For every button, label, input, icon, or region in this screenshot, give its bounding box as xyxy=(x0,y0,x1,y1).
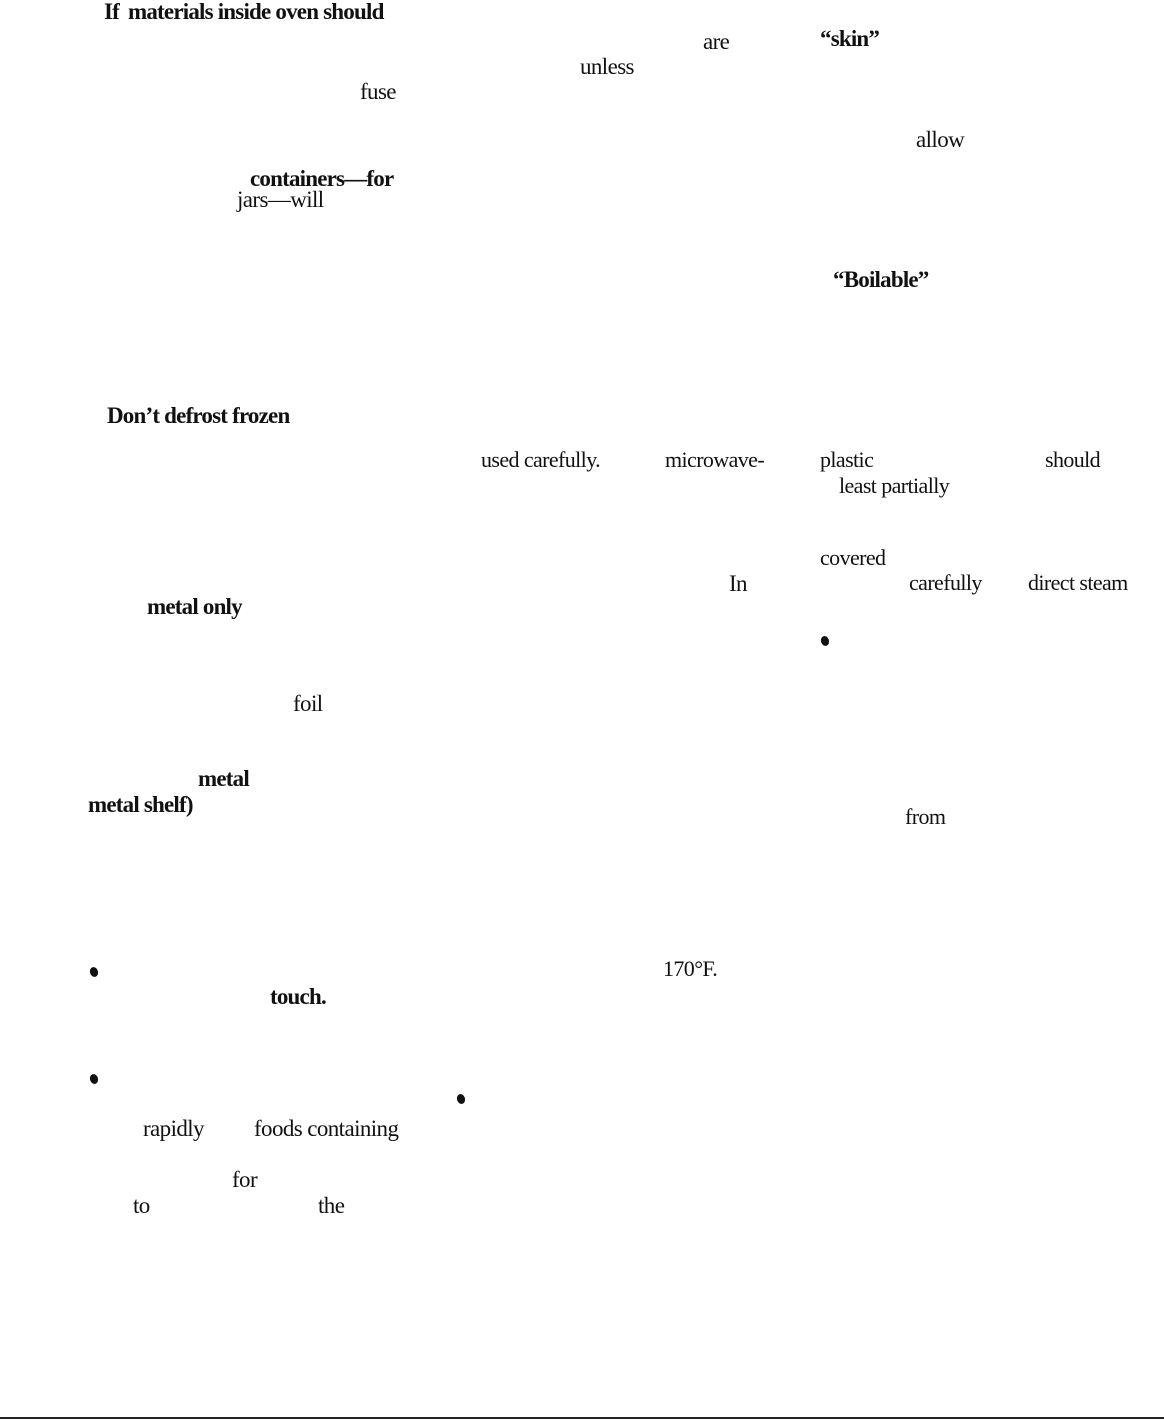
bullet-icon xyxy=(456,1093,467,1105)
word-for: for xyxy=(232,1167,258,1192)
word-rapidly: rapidly xyxy=(143,1116,204,1141)
word-should: should xyxy=(1045,447,1101,472)
word-allow: allow xyxy=(916,127,965,152)
word-metal-shelf: metal shelf) xyxy=(88,792,193,817)
bottom-rule xyxy=(0,1417,1164,1419)
word-microwave: microwave- xyxy=(665,447,765,472)
word-the: the xyxy=(318,1193,345,1218)
word-carefully: carefully xyxy=(909,570,982,595)
word-metal-only: metal only xyxy=(147,594,242,619)
heading-dont-defrost-frozen: Don’t defrost frozen xyxy=(107,403,290,428)
word-jars: jars—will xyxy=(237,187,324,212)
word-if: If xyxy=(104,0,120,24)
word-to: to xyxy=(133,1193,150,1218)
word-plastic: plastic xyxy=(820,447,874,472)
word-metal: metal xyxy=(198,766,249,791)
word-boilable: “Boilable” xyxy=(833,267,929,292)
word-direct-steam: direct steam xyxy=(1028,570,1128,595)
word-in: In xyxy=(729,571,747,596)
word-from: from xyxy=(905,804,946,829)
word-used-carefully: used carefully. xyxy=(481,447,601,472)
bullet-icon xyxy=(89,966,100,978)
word-touch: touch. xyxy=(270,984,326,1009)
word-containers: containers—for xyxy=(250,166,394,191)
word-least-partially: least partially xyxy=(839,473,950,498)
word-unless: unless xyxy=(580,54,634,79)
bullet-icon xyxy=(820,635,831,647)
word-fuse: fuse xyxy=(360,79,396,104)
word-skin: “skin” xyxy=(820,26,880,51)
bullet-icon xyxy=(89,1073,100,1085)
word-foods-containing: foods containing xyxy=(254,1116,399,1141)
word-170f: 170°F. xyxy=(663,956,718,981)
word-covered: covered xyxy=(820,545,886,570)
word-foil: foil xyxy=(293,691,323,716)
word-are: are xyxy=(703,29,730,54)
heading-materials-inside-oven: materials inside oven should xyxy=(128,0,384,24)
